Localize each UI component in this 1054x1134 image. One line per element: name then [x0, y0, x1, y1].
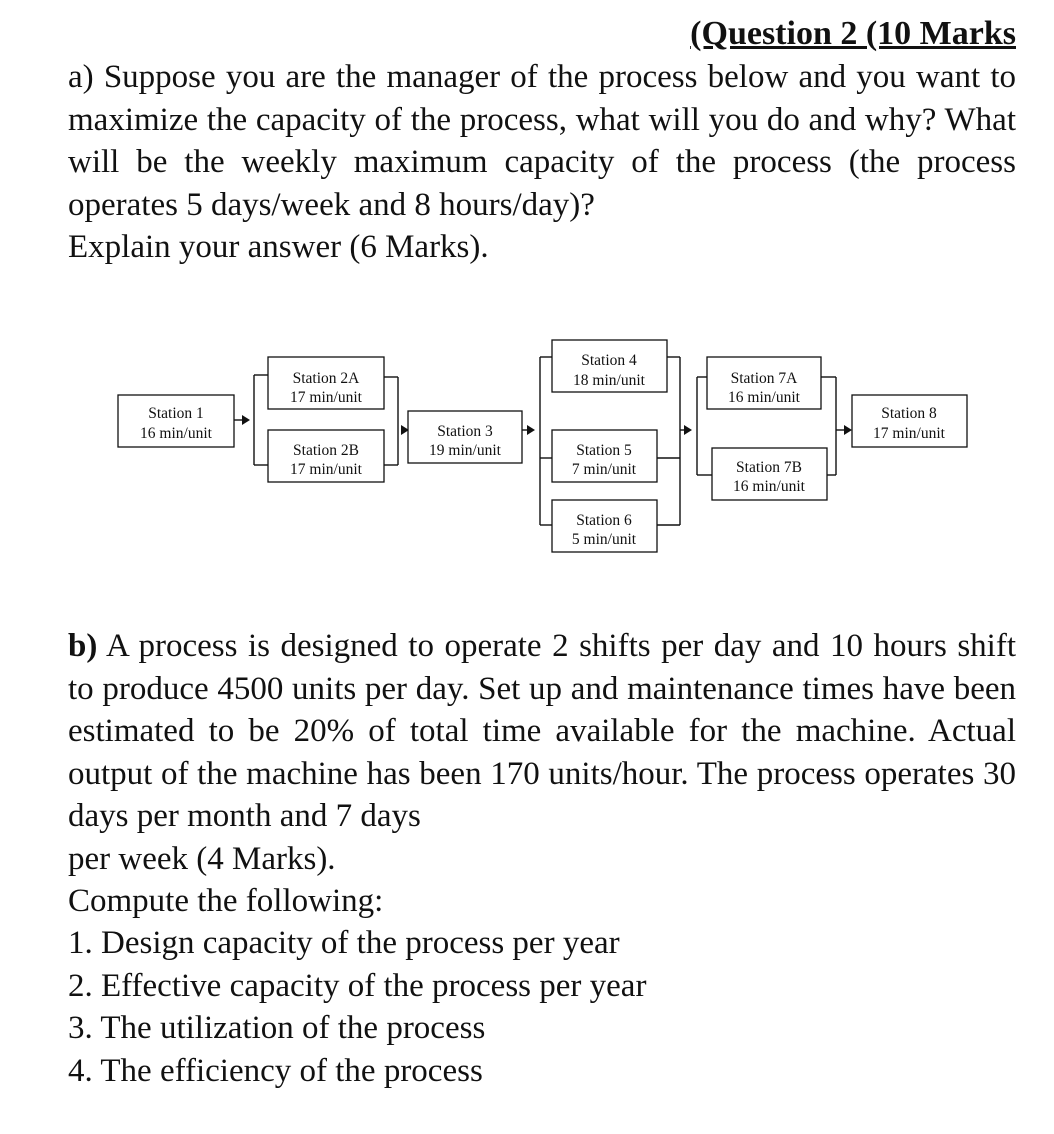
station-2a	[268, 357, 384, 409]
station-8	[852, 395, 967, 447]
station-7b	[712, 448, 827, 500]
station-2b-time: 17 min/unit	[290, 461, 362, 478]
station-8-name: Station 8	[881, 405, 937, 422]
station-6-time: 5 min/unit	[571, 531, 637, 548]
part-a-text	[68, 56, 1016, 269]
station-5-time: 7 min/unit	[571, 461, 637, 478]
station-2a-name: Station 2A	[292, 370, 360, 387]
question-heading: (Question 2 (10 Marks	[690, 15, 1016, 52]
station-5	[552, 430, 657, 482]
station-7a	[707, 357, 821, 409]
arrow-1-to-2	[234, 375, 268, 465]
station-6	[552, 500, 657, 552]
part-b-text	[68, 625, 1016, 880]
station-3	[408, 411, 522, 463]
station-8-time: 17 min/unit	[873, 425, 945, 442]
station-7b-time: 16 min/unit	[733, 478, 805, 495]
station-7a-time: 16 min/unit	[728, 389, 800, 406]
process-flow-diagram	[0, 330, 1054, 570]
station-2b-name: Station 2B	[293, 442, 359, 459]
station-6-name: Station 6	[576, 512, 632, 529]
station-1-name: Station 1	[148, 405, 204, 422]
station-5-name: Station 5	[576, 442, 632, 459]
station-4-name: Station 4	[581, 352, 637, 369]
station-1	[118, 395, 234, 447]
station-3-name: Station 3	[437, 423, 493, 440]
part-b-body: A process is designed to operate 2 shifts per day and 10 hours shift to produce 4500 units per day. Set up and maintenance times have been estimated to be 20% of total time available for the machine. Actual output of the machine has been 170 units/hour. The process operates 30 days per month and 7 days	[68, 628, 1016, 834]
station-2b	[268, 430, 384, 482]
list-item: 3. The utilization of the process	[68, 1010, 486, 1046]
part-a-last-line: Explain your answer (6 Marks).	[68, 229, 489, 265]
list-item: 1. Design capacity of the process per year	[68, 925, 620, 961]
station-4-time: 18 min/unit	[573, 372, 645, 389]
arrow-2-to-3	[384, 377, 409, 465]
part-b-last-line: per week (4 Marks).	[68, 840, 336, 877]
part-a-body: a) Suppose you are the manager of the process below and you want to maximize the capacity of the process, what will you do and why? What will be the weekly maximum capacity of the process (the process operates 5 days/week and 8 hours/day)?	[68, 59, 1016, 223]
station-7b-name: Station 7B	[736, 459, 802, 476]
station-2a-time: 17 min/unit	[290, 389, 362, 406]
compute-label: Compute the following:	[68, 883, 384, 919]
station-1-time: 16 min/unit	[140, 425, 212, 442]
station-4	[552, 340, 667, 392]
list-item: 2. Effective capacity of the process per year	[68, 968, 647, 1004]
list-item: 4. The efficiency of the process	[68, 1053, 483, 1089]
station-7a-name: Station 7A	[730, 370, 798, 387]
arrow-3-to-456	[522, 357, 552, 525]
station-3-time: 19 min/unit	[429, 442, 501, 459]
part-b-label: b)	[68, 628, 98, 664]
